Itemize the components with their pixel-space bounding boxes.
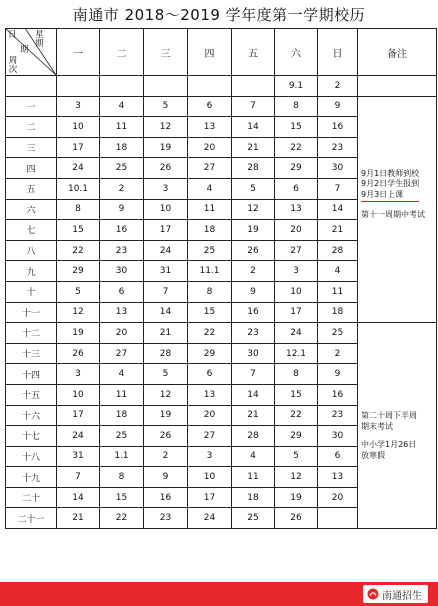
term-start-notes bbox=[361, 169, 433, 221]
date-cell: 16 bbox=[318, 117, 358, 138]
date-cell: 4 bbox=[232, 446, 275, 467]
date-cell: 20 bbox=[318, 487, 358, 508]
date-cell: 11 bbox=[100, 384, 144, 405]
date-cell: 29 bbox=[275, 158, 318, 179]
date-cell: 29 bbox=[275, 426, 318, 447]
header-tuesday: 二 bbox=[100, 29, 144, 76]
date-cell: 30 bbox=[318, 158, 358, 179]
date-cell: 29 bbox=[57, 261, 100, 282]
week-number-cell: 十 bbox=[6, 281, 57, 302]
brand-name: 南通招生 bbox=[382, 590, 422, 602]
date-cell: 9 bbox=[232, 281, 275, 302]
date-cell: 9 bbox=[318, 96, 358, 117]
header-monday: 一 bbox=[57, 29, 100, 76]
note-line: 9月3日上课 bbox=[361, 189, 404, 199]
note-line: 第十一周期中考试 bbox=[361, 210, 425, 220]
date-cell: 2 bbox=[232, 261, 275, 282]
date-cell: 12 bbox=[275, 467, 318, 488]
date-cell: 28 bbox=[232, 426, 275, 447]
date-cell: 24 bbox=[275, 323, 318, 344]
date-cell: 22 bbox=[275, 405, 318, 426]
date-cell: 6 bbox=[275, 178, 318, 199]
date-cell: 21 bbox=[144, 323, 188, 344]
date-cell: 18 bbox=[232, 487, 275, 508]
date-cell: 21 bbox=[57, 508, 100, 529]
date-cell: 10 bbox=[57, 117, 100, 138]
date-cell: 11 bbox=[100, 117, 144, 138]
date-cell: 31 bbox=[57, 446, 100, 467]
header-notes: 备注 bbox=[358, 29, 437, 76]
date-cell: 5 bbox=[144, 364, 188, 385]
date-cell: 12 bbox=[144, 384, 188, 405]
date-cell: 27 bbox=[100, 343, 144, 364]
date-cell: 18 bbox=[100, 405, 144, 426]
date-cell: 24 bbox=[144, 240, 188, 261]
date-cell: 6 bbox=[188, 364, 232, 385]
note-line: 9月2日学生报到 bbox=[361, 179, 420, 189]
date-cell: 7 bbox=[144, 281, 188, 302]
note-spacer bbox=[361, 432, 433, 440]
term-end-notes bbox=[361, 411, 433, 461]
note-line: 中小学1月26日 bbox=[361, 440, 417, 450]
date-cell: 16 bbox=[100, 220, 144, 241]
header-friday: 五 bbox=[232, 29, 275, 76]
date-cell: 5 bbox=[57, 281, 100, 302]
date-cell: 11 bbox=[232, 467, 275, 488]
date-cell: 22 bbox=[57, 240, 100, 261]
date-cell: 12 bbox=[57, 302, 100, 323]
date-cell: 18 bbox=[318, 302, 358, 323]
week-number-cell: 十六 bbox=[6, 405, 57, 426]
date-cell: 15 bbox=[57, 220, 100, 241]
date-cell: 22 bbox=[100, 508, 144, 529]
corner-label-weekday: 星期 bbox=[35, 30, 44, 49]
week-number-cell: 十一 bbox=[6, 302, 57, 323]
date-cell: 26 bbox=[144, 158, 188, 179]
date-cell: 17 bbox=[188, 487, 232, 508]
date-cell: 7 bbox=[232, 364, 275, 385]
date-cell: 20 bbox=[188, 405, 232, 426]
date-cell: 7 bbox=[57, 467, 100, 488]
date-cell: 13 bbox=[318, 467, 358, 488]
date-cell: 1.1 bbox=[100, 446, 144, 467]
date-cell: 5 bbox=[232, 178, 275, 199]
date-cell: 26 bbox=[144, 426, 188, 447]
week-number-cell: 十四 bbox=[6, 364, 57, 385]
date-cell: 19 bbox=[144, 405, 188, 426]
date-cell: 9.1 bbox=[275, 76, 318, 97]
date-cell: 3 bbox=[275, 261, 318, 282]
date-cell: 24 bbox=[57, 158, 100, 179]
date-cell: 24 bbox=[57, 426, 100, 447]
date-cell: 23 bbox=[232, 323, 275, 344]
date-cell: 17 bbox=[57, 137, 100, 158]
date-cell: 28 bbox=[232, 158, 275, 179]
date-cell: 21 bbox=[232, 405, 275, 426]
date-cell: 9 bbox=[318, 364, 358, 385]
date-cell: 11.1 bbox=[188, 261, 232, 282]
date-cell: 29 bbox=[188, 343, 232, 364]
date-cell: 3 bbox=[144, 178, 188, 199]
date-cell: 25 bbox=[188, 240, 232, 261]
date-cell: 30 bbox=[232, 343, 275, 364]
date-cell: 2 bbox=[144, 446, 188, 467]
date-cell: 17 bbox=[57, 405, 100, 426]
date-cell: 23 bbox=[318, 405, 358, 426]
date-cell: 30 bbox=[318, 426, 358, 447]
date-cell: 24 bbox=[188, 508, 232, 529]
date-cell bbox=[188, 76, 232, 97]
week-number-cell bbox=[6, 76, 57, 97]
date-cell: 22 bbox=[188, 323, 232, 344]
date-cell: 3 bbox=[57, 96, 100, 117]
week-number-cell: 二 bbox=[6, 117, 57, 138]
notes-cell-lower bbox=[358, 323, 437, 529]
date-cell: 2 bbox=[318, 76, 358, 97]
week-number-cell: 十九 bbox=[6, 467, 57, 488]
week-number-cell: 二十 bbox=[6, 487, 57, 508]
date-cell: 10 bbox=[275, 281, 318, 302]
footer-banner bbox=[0, 582, 438, 606]
date-cell: 28 bbox=[318, 240, 358, 261]
date-cell: 26 bbox=[57, 343, 100, 364]
date-cell: 23 bbox=[144, 508, 188, 529]
week-number-cell: 八 bbox=[6, 240, 57, 261]
date-cell: 8 bbox=[100, 467, 144, 488]
header-row bbox=[6, 29, 437, 76]
date-cell: 9 bbox=[100, 199, 144, 220]
date-cell: 14 bbox=[318, 199, 358, 220]
date-cell: 8 bbox=[188, 281, 232, 302]
date-cell: 6 bbox=[188, 96, 232, 117]
date-cell: 15 bbox=[100, 487, 144, 508]
date-cell: 4 bbox=[188, 178, 232, 199]
date-cell: 26 bbox=[275, 508, 318, 529]
date-cell: 5 bbox=[144, 96, 188, 117]
date-cell: 19 bbox=[275, 487, 318, 508]
date-cell bbox=[144, 76, 188, 97]
date-cell: 19 bbox=[144, 137, 188, 158]
date-cell: 31 bbox=[144, 261, 188, 282]
notes-cell-upper bbox=[358, 96, 437, 323]
page-title: 南通市 2018～2019 学年度第一学期校历 bbox=[72, 6, 366, 24]
date-cell: 8 bbox=[57, 199, 100, 220]
date-cell: 9 bbox=[144, 467, 188, 488]
date-cell: 26 bbox=[232, 240, 275, 261]
date-cell: 11 bbox=[188, 199, 232, 220]
date-cell: 14 bbox=[144, 302, 188, 323]
week-number-cell: 九 bbox=[6, 261, 57, 282]
date-cell: 13 bbox=[275, 199, 318, 220]
brand-badge bbox=[363, 585, 428, 603]
date-cell: 6 bbox=[100, 281, 144, 302]
date-cell: 10 bbox=[144, 199, 188, 220]
week-number-cell: 十二 bbox=[6, 323, 57, 344]
date-cell: 4 bbox=[100, 96, 144, 117]
date-cell: 22 bbox=[275, 137, 318, 158]
date-cell: 10.1 bbox=[57, 178, 100, 199]
date-cell: 10 bbox=[188, 467, 232, 488]
school-calendar-table bbox=[5, 28, 437, 529]
date-cell: 8 bbox=[275, 364, 318, 385]
date-cell: 19 bbox=[232, 220, 275, 241]
date-cell bbox=[57, 76, 100, 97]
date-cell: 16 bbox=[232, 302, 275, 323]
date-cell: 8 bbox=[275, 96, 318, 117]
date-cell: 16 bbox=[318, 384, 358, 405]
date-cell: 13 bbox=[100, 302, 144, 323]
week-number-cell: 四 bbox=[6, 158, 57, 179]
calendar-week-row bbox=[6, 76, 437, 97]
week-number-cell: 五 bbox=[6, 178, 57, 199]
date-cell: 23 bbox=[100, 240, 144, 261]
date-cell: 6 bbox=[318, 446, 358, 467]
date-cell bbox=[100, 76, 144, 97]
date-cell: 16 bbox=[144, 487, 188, 508]
week-number-cell: 三 bbox=[6, 137, 57, 158]
red-underline bbox=[361, 201, 419, 202]
date-cell: 2 bbox=[100, 178, 144, 199]
date-cell: 23 bbox=[318, 137, 358, 158]
date-cell: 19 bbox=[57, 323, 100, 344]
date-cell: 25 bbox=[100, 158, 144, 179]
date-cell: 27 bbox=[275, 240, 318, 261]
note-line: 第二十周下半周 bbox=[361, 411, 417, 421]
date-cell: 15 bbox=[275, 117, 318, 138]
week-number-cell: 十七 bbox=[6, 426, 57, 447]
date-cell bbox=[232, 76, 275, 97]
date-cell: 13 bbox=[188, 117, 232, 138]
date-cell: 10 bbox=[57, 384, 100, 405]
date-cell: 20 bbox=[188, 137, 232, 158]
date-cell: 2 bbox=[318, 343, 358, 364]
date-cell bbox=[318, 508, 358, 529]
date-cell: 7 bbox=[232, 96, 275, 117]
corner-label-period: 期 bbox=[20, 45, 29, 55]
date-cell: 18 bbox=[100, 137, 144, 158]
calendar-week-row bbox=[6, 96, 437, 117]
date-cell: 30 bbox=[100, 261, 144, 282]
corner-header-cell bbox=[6, 29, 57, 76]
date-cell: 18 bbox=[188, 220, 232, 241]
date-cell: 15 bbox=[188, 302, 232, 323]
date-cell: 28 bbox=[144, 343, 188, 364]
date-cell: 15 bbox=[275, 384, 318, 405]
date-cell: 17 bbox=[275, 302, 318, 323]
date-cell: 14 bbox=[232, 117, 275, 138]
week-number-cell: 二十一 bbox=[6, 508, 57, 529]
date-cell: 7 bbox=[318, 178, 358, 199]
date-cell: 3 bbox=[188, 446, 232, 467]
date-cell: 17 bbox=[144, 220, 188, 241]
date-cell: 27 bbox=[188, 426, 232, 447]
date-cell: 21 bbox=[318, 220, 358, 241]
week-number-cell: 一 bbox=[6, 96, 57, 117]
brand-logo-icon bbox=[367, 588, 379, 600]
date-cell: 20 bbox=[100, 323, 144, 344]
date-cell: 12.1 bbox=[275, 343, 318, 364]
week-number-cell: 十五 bbox=[6, 384, 57, 405]
date-cell: 14 bbox=[57, 487, 100, 508]
date-cell: 12 bbox=[232, 199, 275, 220]
date-cell: 25 bbox=[318, 323, 358, 344]
week-number-cell: 六 bbox=[6, 199, 57, 220]
week-number-cell: 十三 bbox=[6, 343, 57, 364]
date-cell: 21 bbox=[232, 137, 275, 158]
date-cell: 27 bbox=[188, 158, 232, 179]
date-cell: 25 bbox=[100, 426, 144, 447]
date-cell: 13 bbox=[188, 384, 232, 405]
corner-label-week-number: 周次 bbox=[8, 56, 18, 75]
calendar-week-row bbox=[6, 323, 437, 344]
note-line: 放寒假 bbox=[361, 450, 385, 460]
corner-label-day: 日 bbox=[8, 30, 17, 40]
date-cell: 3 bbox=[57, 364, 100, 385]
header-saturday: 六 bbox=[275, 29, 318, 76]
note-line: 期末考试 bbox=[361, 421, 393, 431]
week-number-cell: 七 bbox=[6, 220, 57, 241]
header-thursday: 四 bbox=[188, 29, 232, 76]
date-cell: 12 bbox=[144, 117, 188, 138]
note-line: 9月1日教师到校 bbox=[361, 168, 420, 178]
date-cell: 14 bbox=[232, 384, 275, 405]
date-cell: 5 bbox=[275, 446, 318, 467]
date-cell: 11 bbox=[318, 281, 358, 302]
date-cell: 20 bbox=[275, 220, 318, 241]
date-cell: 25 bbox=[232, 508, 275, 529]
date-cell: 4 bbox=[318, 261, 358, 282]
week-number-cell: 十八 bbox=[6, 446, 57, 467]
date-cell: 4 bbox=[100, 364, 144, 385]
header-sunday: 日 bbox=[318, 29, 358, 76]
notes-cell-top bbox=[358, 76, 437, 97]
header-wednesday: 三 bbox=[144, 29, 188, 76]
